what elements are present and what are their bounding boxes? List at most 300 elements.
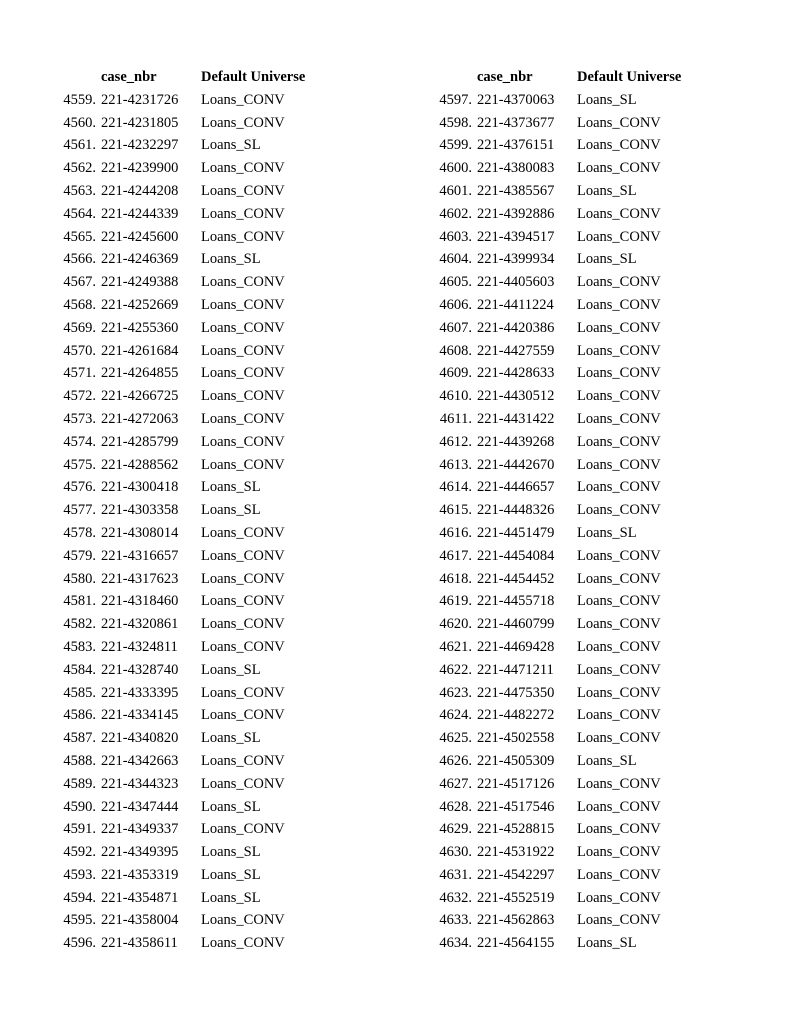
default-universe-cell: Loans_CONV: [577, 821, 661, 838]
default-universe-cell: Loans_SL: [201, 844, 261, 861]
table-row: [376, 157, 716, 180]
left-rows: [0, 89, 340, 955]
default-universe-cell: Loans_CONV: [577, 410, 661, 427]
default-universe-cell: Loans_CONV: [201, 570, 285, 587]
case-nbr-cell: 221-4324811: [101, 638, 178, 655]
table-row: [0, 522, 340, 545]
case-nbr-cell: 221-4232297: [101, 137, 179, 154]
table-row: [0, 203, 340, 226]
row-number: 4601.: [439, 182, 472, 199]
row-number: 4616.: [439, 524, 472, 541]
default-universe-cell: Loans_CONV: [577, 730, 661, 747]
case-nbr-cell: 221-4300418: [101, 479, 179, 496]
row-number: 4600.: [439, 160, 472, 177]
case-nbr-cell: 221-4328740: [101, 661, 179, 678]
row-number: 4591.: [63, 821, 96, 838]
row-number: 4574.: [63, 433, 96, 450]
case-nbr-cell: 221-4317623: [101, 570, 179, 587]
default-universe-cell: Loans_SL: [201, 479, 261, 496]
case-nbr-cell: 221-4454452: [477, 570, 555, 587]
table-row: [376, 408, 716, 431]
table-row: [0, 750, 340, 773]
case-nbr-cell: 221-4564155: [477, 935, 555, 952]
table-row: [376, 659, 716, 682]
default-universe-cell: Loans_CONV: [577, 889, 661, 906]
default-universe-cell: Loans_CONV: [577, 114, 661, 131]
row-number: 4608.: [439, 342, 472, 359]
row-number: 4620.: [439, 616, 472, 633]
case-nbr-cell: 221-4405603: [477, 274, 555, 291]
case-nbr-cell: 221-4430512: [477, 388, 555, 405]
default-universe-cell: Loans_CONV: [577, 661, 661, 678]
default-universe-cell: Loans_CONV: [577, 570, 661, 587]
right-rows: [376, 89, 716, 955]
row-number: 4617.: [439, 547, 472, 564]
table-row: [0, 112, 340, 135]
table-row: [0, 659, 340, 682]
table-row: [376, 385, 716, 408]
default-universe-cell: Loans_SL: [201, 137, 261, 154]
table-row: [376, 613, 716, 636]
case-nbr-cell: 221-4288562: [101, 456, 179, 473]
case-nbr-cell: 221-4333395: [101, 684, 179, 701]
case-nbr-cell: 221-4255360: [101, 319, 179, 336]
case-nbr-cell: 221-4244339: [101, 205, 179, 222]
default-universe-cell: Loans_SL: [577, 524, 637, 541]
table-row: [0, 454, 340, 477]
default-universe-cell: Loans_CONV: [201, 707, 285, 724]
default-universe-cell: Loans_CONV: [201, 912, 285, 929]
row-number: 4581.: [63, 593, 96, 610]
case-nbr-cell: 221-4370063: [477, 91, 555, 108]
case-nbr-cell: 221-4562863: [477, 912, 555, 929]
row-number: 4566.: [63, 251, 96, 268]
default-universe-cell: Loans_CONV: [577, 228, 661, 245]
case-nbr-cell: 221-4358004: [101, 912, 179, 929]
row-number: 4575.: [63, 456, 96, 473]
default-universe-cell: Loans_CONV: [201, 593, 285, 610]
default-universe-cell: Loans_CONV: [201, 433, 285, 450]
default-universe-cell: Loans_CONV: [577, 844, 661, 861]
table-row: [0, 248, 340, 271]
row-number: 4567.: [63, 274, 96, 291]
case-nbr-cell: 221-4239900: [101, 160, 179, 177]
table-row: [0, 294, 340, 317]
case-nbr-cell: 221-4451479: [477, 524, 555, 541]
default-universe-cell: Loans_CONV: [201, 752, 285, 769]
row-number: 4625.: [439, 730, 472, 747]
table-row: [0, 590, 340, 613]
case-nbr-cell: 221-4285799: [101, 433, 179, 450]
row-number: 4619.: [439, 593, 472, 610]
table-row: [0, 887, 340, 910]
case-nbr-cell: 221-4428633: [477, 365, 555, 382]
case-nbr-cell: 221-4373677: [477, 114, 555, 131]
table-row: [376, 203, 716, 226]
table-row: [376, 932, 716, 955]
default-universe-cell: Loans_CONV: [201, 456, 285, 473]
header-row: [376, 66, 716, 89]
row-number: 4615.: [439, 502, 472, 519]
default-universe-cell: Loans_CONV: [577, 866, 661, 883]
table-row: [376, 362, 716, 385]
case-nbr-cell: 221-4244208: [101, 182, 179, 199]
row-number: 4602.: [439, 205, 472, 222]
row-number: 4570.: [63, 342, 96, 359]
case-nbr-cell: 221-4446657: [477, 479, 555, 496]
case-nbr-cell: 221-4308014: [101, 524, 179, 541]
row-number: 4606.: [439, 296, 472, 313]
table-row: [0, 682, 340, 705]
default-universe-cell: Loans_CONV: [201, 228, 285, 245]
case-nbr-cell: 221-4531922: [477, 844, 555, 861]
row-number: 4572.: [63, 388, 96, 405]
table-row: [376, 590, 716, 613]
table-row: [0, 499, 340, 522]
table-row: [376, 773, 716, 796]
table-row: [376, 522, 716, 545]
table-row: [0, 909, 340, 932]
table-row: [0, 317, 340, 340]
row-number: 4571.: [63, 365, 96, 382]
case-nbr-header: case_nbr: [477, 69, 533, 85]
table-row: [0, 89, 340, 112]
table-row: [376, 704, 716, 727]
table-row: [0, 545, 340, 568]
case-nbr-cell: 221-4334145: [101, 707, 179, 724]
row-number: 4624.: [439, 707, 472, 724]
row-number: 4568.: [63, 296, 96, 313]
default-universe-cell: Loans_CONV: [577, 388, 661, 405]
table-row: [0, 841, 340, 864]
default-universe-cell: Loans_CONV: [201, 775, 285, 792]
case-nbr-cell: 221-4246369: [101, 251, 179, 268]
row-number: 4588.: [63, 752, 96, 769]
table-row: [0, 796, 340, 819]
case-nbr-cell: 221-4394517: [477, 228, 555, 245]
row-number: 4610.: [439, 388, 472, 405]
default-universe-cell: Loans_CONV: [201, 524, 285, 541]
row-number: 4629.: [439, 821, 472, 838]
default-universe-cell: Loans_SL: [577, 935, 637, 952]
table-row: [0, 271, 340, 294]
default-universe-cell: Loans_CONV: [577, 798, 661, 815]
case-nbr-cell: 221-4349395: [101, 844, 179, 861]
default-universe-cell: Loans_CONV: [201, 821, 285, 838]
row-number: 4626.: [439, 752, 472, 769]
row-number: 4592.: [63, 844, 96, 861]
case-nbr-cell: 221-4353319: [101, 866, 179, 883]
row-number: 4632.: [439, 889, 472, 906]
table-row: [376, 841, 716, 864]
row-number: 4603.: [439, 228, 472, 245]
case-nbr-cell: 221-4505309: [477, 752, 555, 769]
row-number: 4578.: [63, 524, 96, 541]
default-universe-cell: Loans_CONV: [577, 160, 661, 177]
case-nbr-cell: 221-4380083: [477, 160, 555, 177]
default-universe-cell: Loans_CONV: [577, 593, 661, 610]
row-number: 4580.: [63, 570, 96, 587]
case-nbr-cell: 221-4349337: [101, 821, 179, 838]
default-universe-cell: Loans_CONV: [201, 205, 285, 222]
default-universe-cell: Loans_CONV: [201, 365, 285, 382]
row-number: 4583.: [63, 638, 96, 655]
table-row: [376, 864, 716, 887]
default-universe-cell: Loans_CONV: [577, 912, 661, 929]
case-nbr-cell: 221-4517126: [477, 775, 555, 792]
table-row: [376, 340, 716, 363]
case-nbr-cell: 221-4385567: [477, 182, 555, 199]
row-number: 4633.: [439, 912, 472, 929]
case-nbr-cell: 221-4471211: [477, 661, 554, 678]
table-row: [0, 818, 340, 841]
table-row: [376, 294, 716, 317]
row-number: 4605.: [439, 274, 472, 291]
row-number: 4565.: [63, 228, 96, 245]
table-row: [376, 134, 716, 157]
case-nbr-cell: 221-4320861: [101, 616, 179, 633]
row-number: 4611.: [439, 410, 472, 427]
default-universe-cell: Loans_CONV: [201, 114, 285, 131]
default-universe-cell: Loans_SL: [577, 91, 637, 108]
row-number: 4609.: [439, 365, 472, 382]
row-number: 4631.: [439, 866, 472, 883]
row-number: 4584.: [63, 661, 96, 678]
table-row: [376, 568, 716, 591]
case-nbr-cell: 221-4460799: [477, 616, 555, 633]
table-row: [0, 476, 340, 499]
case-nbr-cell: 221-4272063: [101, 410, 179, 427]
row-number: 4582.: [63, 616, 96, 633]
table-row: [376, 180, 716, 203]
case-nbr-cell: 221-4303358: [101, 502, 179, 519]
row-number: 4576.: [63, 479, 96, 496]
default-universe-cell: Loans_CONV: [577, 638, 661, 655]
row-number: 4623.: [439, 684, 472, 701]
table-row: [0, 431, 340, 454]
table-row: [376, 499, 716, 522]
table-row: [0, 226, 340, 249]
table-row: [0, 704, 340, 727]
table-row: [376, 887, 716, 910]
table-row: [376, 636, 716, 659]
case-nbr-cell: 221-4354871: [101, 889, 179, 906]
case-nbr-cell: 221-4318460: [101, 593, 179, 610]
case-nbr-cell: 221-4264855: [101, 365, 179, 382]
table-row: [0, 362, 340, 385]
default-universe-cell: Loans_SL: [201, 889, 261, 906]
case-nbr-cell: 221-4316657: [101, 547, 179, 564]
case-nbr-cell: 221-4261684: [101, 342, 179, 359]
default-universe-cell: Loans_CONV: [201, 616, 285, 633]
row-number: 4573.: [63, 410, 96, 427]
default-universe-header: Default Universe: [201, 69, 306, 85]
row-number: 4607.: [439, 319, 472, 336]
default-universe-cell: Loans_CONV: [577, 274, 661, 291]
case-nbr-cell: 221-4502558: [477, 730, 555, 747]
case-nbr-cell: 221-4231726: [101, 91, 179, 108]
case-nbr-cell: 221-4439268: [477, 433, 555, 450]
default-universe-cell: Loans_CONV: [201, 296, 285, 313]
header-row: [0, 66, 340, 89]
default-universe-cell: Loans_CONV: [201, 274, 285, 291]
row-number: 4596.: [63, 935, 96, 952]
default-universe-cell: Loans_SL: [577, 251, 637, 268]
default-universe-cell: Loans_CONV: [201, 684, 285, 701]
case-nbr-cell: 221-4340820: [101, 730, 179, 747]
default-universe-cell: Loans_CONV: [201, 342, 285, 359]
table-row: [376, 476, 716, 499]
row-number: 4587.: [63, 730, 96, 747]
row-number: 4586.: [63, 707, 96, 724]
case-nbr-cell: 221-4552519: [477, 889, 555, 906]
default-universe-cell: Loans_CONV: [577, 205, 661, 222]
case-nbr-cell: 221-4358611: [101, 935, 178, 952]
table-row: [376, 796, 716, 819]
case-nbr-cell: 221-4431422: [477, 410, 555, 427]
case-nbr-cell: 221-4344323: [101, 775, 179, 792]
case-nbr-cell: 221-4448326: [477, 502, 555, 519]
table-row: [0, 613, 340, 636]
table-row: [376, 818, 716, 841]
case-nbr-cell: 221-4442670: [477, 456, 555, 473]
case-nbr-cell: 221-4245600: [101, 228, 179, 245]
case-nbr-cell: 221-4427559: [477, 342, 555, 359]
default-universe-cell: Loans_CONV: [577, 775, 661, 792]
case-nbr-cell: 221-4266725: [101, 388, 179, 405]
row-number: 4561.: [63, 137, 96, 154]
default-universe-cell: Loans_CONV: [577, 456, 661, 473]
table-row: [376, 750, 716, 773]
table-row: [0, 636, 340, 659]
default-universe-cell: Loans_SL: [201, 661, 261, 678]
default-universe-cell: Loans_CONV: [201, 160, 285, 177]
case-nbr-cell: 221-4469428: [477, 638, 555, 655]
row-number: 4595.: [63, 912, 96, 929]
table-row: [0, 727, 340, 750]
table-row: [0, 157, 340, 180]
default-universe-cell: Loans_CONV: [577, 433, 661, 450]
default-universe-cell: Loans_CONV: [577, 502, 661, 519]
table-row: [376, 89, 716, 112]
row-number: 4614.: [439, 479, 472, 496]
default-universe-cell: Loans_CONV: [577, 616, 661, 633]
row-number: 4562.: [63, 160, 96, 177]
table-row: [0, 180, 340, 203]
default-universe-cell: Loans_SL: [577, 182, 637, 199]
default-universe-cell: Loans_CONV: [201, 547, 285, 564]
row-number: 4627.: [439, 775, 472, 792]
row-number: 4564.: [63, 205, 96, 222]
case-nbr-cell: 221-4342663: [101, 752, 179, 769]
row-number: 4563.: [63, 182, 96, 199]
case-nbr-cell: 221-4252669: [101, 296, 179, 313]
row-number: 4613.: [439, 456, 472, 473]
default-universe-cell: Loans_CONV: [577, 319, 661, 336]
case-nbr-cell: 221-4528815: [477, 821, 555, 838]
default-universe-cell: Loans_CONV: [577, 684, 661, 701]
case-nbr-header: case_nbr: [101, 69, 157, 85]
default-universe-cell: Loans_SL: [201, 866, 261, 883]
default-universe-cell: Loans_CONV: [201, 182, 285, 199]
default-universe-cell: Loans_CONV: [577, 365, 661, 382]
default-universe-cell: Loans_CONV: [577, 547, 661, 564]
left-listing: [0, 66, 340, 955]
table-row: [376, 682, 716, 705]
table-row: [376, 317, 716, 340]
default-universe-cell: Loans_SL: [577, 752, 637, 769]
row-number: 4569.: [63, 319, 96, 336]
row-number: 4628.: [439, 798, 472, 815]
table-row: [376, 271, 716, 294]
row-number: 4560.: [63, 114, 96, 131]
table-row: [376, 248, 716, 271]
table-row: [376, 226, 716, 249]
case-nbr-cell: 221-4249388: [101, 274, 179, 291]
default-universe-cell: Loans_CONV: [201, 410, 285, 427]
default-universe-cell: Loans_CONV: [577, 342, 661, 359]
row-number: 4599.: [439, 137, 472, 154]
default-universe-cell: Loans_SL: [201, 730, 261, 747]
row-number: 4604.: [439, 251, 472, 268]
case-nbr-cell: 221-4347444: [101, 798, 179, 815]
row-number: 4585.: [63, 684, 96, 701]
default-universe-cell: Loans_CONV: [577, 296, 661, 313]
right-listing: [376, 66, 716, 955]
row-number: 4579.: [63, 547, 96, 564]
default-universe-cell: Loans_CONV: [577, 137, 661, 154]
case-nbr-cell: 221-4517546: [477, 798, 555, 815]
row-number: 4634.: [439, 935, 472, 952]
row-number: 4621.: [439, 638, 472, 655]
table-row: [376, 454, 716, 477]
row-number: 4618.: [439, 570, 472, 587]
case-nbr-cell: 221-4376151: [477, 137, 555, 154]
table-row: [0, 385, 340, 408]
table-row: [376, 112, 716, 135]
table-row: [376, 727, 716, 750]
default-universe-cell: Loans_CONV: [577, 707, 661, 724]
table-row: [0, 773, 340, 796]
table-row: [376, 909, 716, 932]
table-row: [0, 340, 340, 363]
row-number: 4612.: [439, 433, 472, 450]
table-row: [0, 408, 340, 431]
table-row: [0, 134, 340, 157]
table-row: [376, 545, 716, 568]
case-nbr-cell: 221-4231805: [101, 114, 179, 131]
row-number: 4577.: [63, 502, 96, 519]
row-number: 4630.: [439, 844, 472, 861]
row-number: 4594.: [63, 889, 96, 906]
table-row: [376, 431, 716, 454]
default-universe-header: Default Universe: [577, 69, 682, 85]
default-universe-cell: Loans_SL: [201, 251, 261, 268]
case-nbr-cell: 221-4411224: [477, 296, 554, 313]
row-number: 4622.: [439, 661, 472, 678]
case-nbr-cell: 221-4455718: [477, 593, 555, 610]
row-number: 4589.: [63, 775, 96, 792]
default-universe-cell: Loans_CONV: [577, 479, 661, 496]
row-number: 4590.: [63, 798, 96, 815]
case-nbr-cell: 221-4542297: [477, 866, 555, 883]
row-number: 4559.: [63, 91, 96, 108]
row-number: 4598.: [439, 114, 472, 131]
table-row: [0, 864, 340, 887]
case-nbr-cell: 221-4392886: [477, 205, 555, 222]
table-row: [0, 932, 340, 955]
row-number: 4597.: [439, 91, 472, 108]
